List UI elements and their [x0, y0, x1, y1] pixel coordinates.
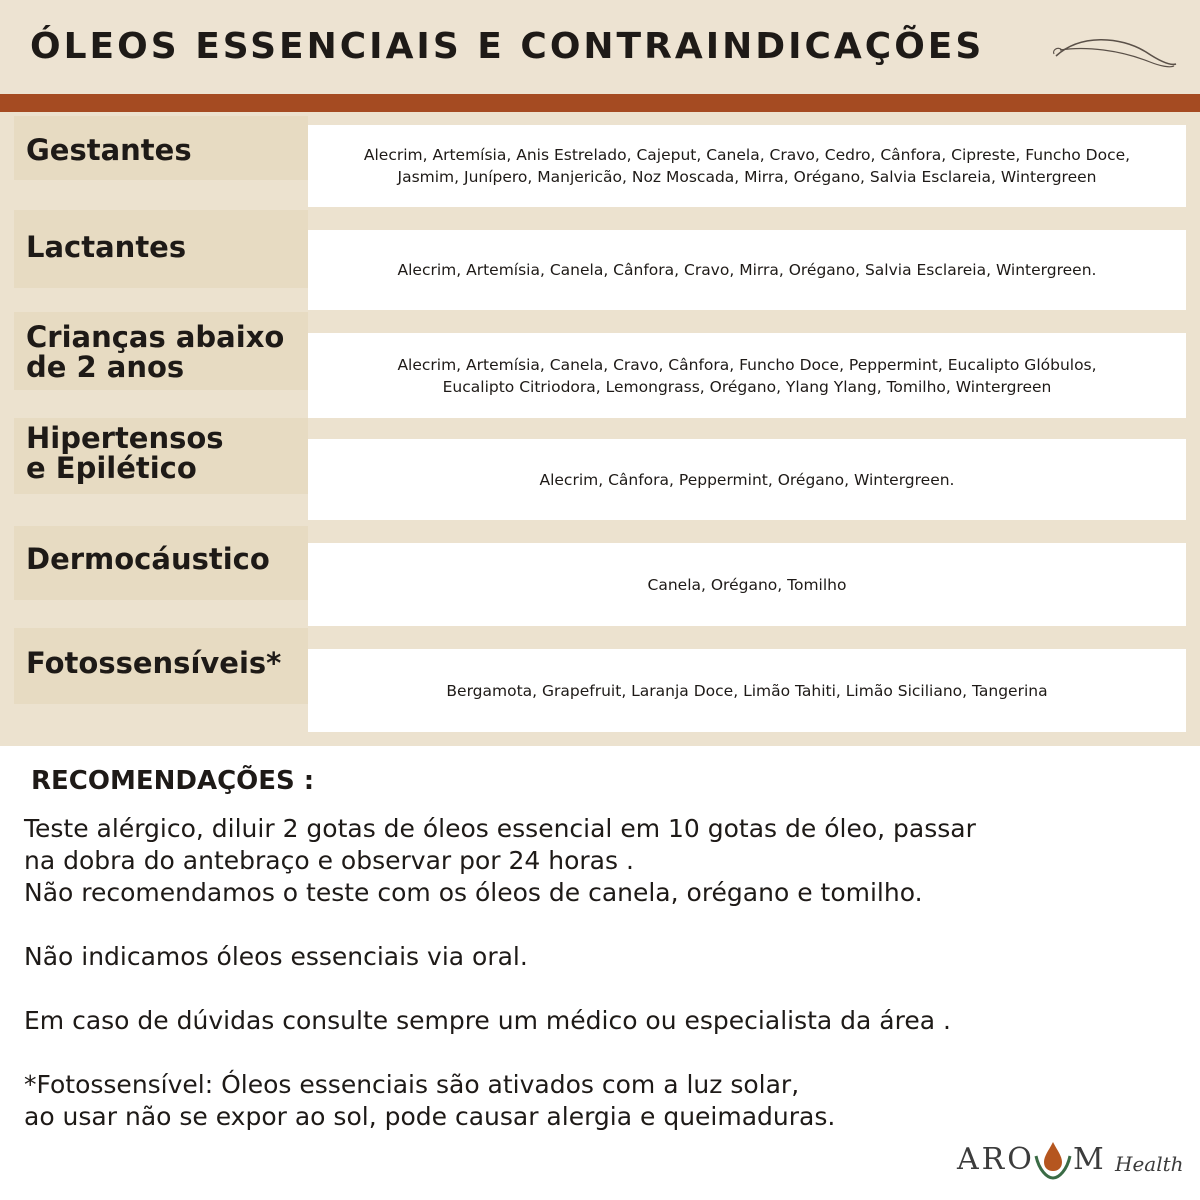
table-row	[0, 310, 1200, 418]
row-label	[14, 418, 308, 494]
recommendation-line: ao usar não se expor ao sol, pode causar alergia e queimaduras.	[24, 1102, 836, 1131]
logo-health-text: Health	[1115, 1152, 1184, 1176]
recommendation-line: na dobra do antebraço e observar por 24 horas .	[24, 846, 634, 875]
page-title: ÓLEOS ESSENCIAIS E CONTRAINDICAÇÕES	[30, 26, 985, 67]
table-row	[0, 418, 1200, 522]
row-label-line: Gestantes	[26, 133, 192, 167]
row-label	[14, 116, 308, 180]
row-label-line: de 2 anos	[26, 350, 185, 384]
row-content	[308, 125, 1186, 207]
row-content-line: Bergamota, Grapefruit, Laranja Doce, Limão Tahiti, Limão Siciliano, Tangerina	[446, 681, 1048, 700]
row-content-line: Alecrim, Artemísia, Canela, Cânfora, Cravo, Mirra, Orégano, Salvia Esclareia, Wintergreen.	[397, 261, 1097, 279]
swirl-ornament-icon	[1050, 30, 1180, 78]
row-content-line: Jasmim, Junípero, Manjericão, Noz Moscada, Mirra, Orégano, Salvia Esclareia, Wintergreen	[397, 168, 1097, 186]
row-label	[14, 628, 308, 704]
recommendation-line: Não indicamos óleos essenciais via oral.	[24, 942, 528, 971]
drop-leaf-icon	[1033, 1140, 1073, 1184]
row-label-line: Crianças abaixo	[26, 320, 285, 354]
row-label-line: e Epilético	[26, 451, 197, 485]
table-row	[0, 112, 1200, 207]
row-content-line: Alecrim, Artemísia, Anis Estrelado, Cajeput, Canela, Cravo, Cedro, Cânfora, Cipreste, Funcho Doce,	[363, 146, 1131, 164]
table-row	[0, 522, 1200, 628]
recommendations-title: RECOMENDAÇÕES :	[31, 766, 315, 796]
row-content	[308, 230, 1186, 310]
row-content-line: Alecrim, Cânfora, Peppermint, Orégano, Wintergreen.	[539, 470, 955, 489]
recommendation-line: *Fotossensível: Óleos essenciais são ativados com a luz solar,	[24, 1070, 800, 1099]
logo-text-left: ARO	[957, 1142, 1035, 1177]
header	[0, 0, 1200, 94]
row-label-line: Fotossensíveis*	[26, 646, 282, 680]
row-label	[14, 526, 308, 600]
row-content-line: Alecrim, Artemísia, Canela, Cravo, Cânfora, Funcho Doce, Peppermint, Eucalipto Glóbulos,	[397, 355, 1097, 374]
row-content-line: Canela, Orégano, Tomilho	[647, 575, 847, 594]
header-accent-bar	[0, 94, 1200, 112]
recommendation-line: Teste alérgico, diluir 2 gotas de óleos essencial em 10 gotas de óleo, passar	[24, 814, 976, 843]
row-content	[308, 333, 1186, 418]
table-row	[0, 207, 1200, 310]
row-content	[308, 543, 1186, 626]
row-label-line: Hipertensos	[26, 421, 224, 455]
logo-text-right: M	[1073, 1142, 1107, 1177]
recommendation-line: Não recomendamos o teste com os óleos de canela, orégano e tomilho.	[24, 878, 923, 907]
row-content	[308, 439, 1186, 520]
table-row	[0, 628, 1200, 738]
brand-logo	[955, 1140, 1185, 1184]
row-content	[308, 649, 1186, 732]
row-label	[14, 210, 308, 288]
recommendation-line: Em caso de dúvidas consulte sempre um médico ou especialista da área .	[24, 1006, 951, 1035]
row-label-line: Lactantes	[26, 230, 187, 264]
row-label-line: Dermocáustico	[26, 542, 270, 576]
row-label	[14, 312, 308, 390]
row-content-line: Eucalipto Citriodora, Lemongrass, Orégano, Ylang Ylang, Tomilho, Wintergreen	[442, 377, 1052, 396]
